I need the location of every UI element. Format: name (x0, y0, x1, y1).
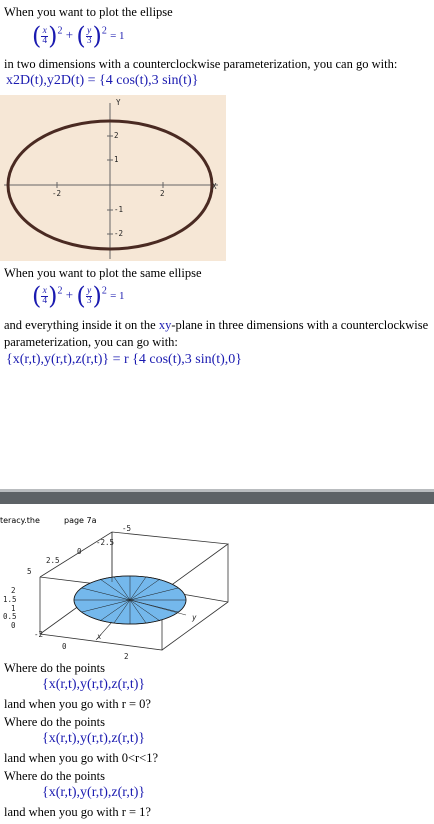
page-header-center: page 7a (64, 516, 97, 525)
frac-x-den: 4 (42, 35, 48, 46)
question-1-expr: {x(r,t),y(r,t),z(r,t)} (42, 677, 146, 692)
ellipse-equation: ( $\frac{x}{4}$ )$^2$ + ( $\frac{y}{3}$ )$^2$ = 1 (32, 22, 125, 50)
top-tick-4: 2.5 (46, 556, 60, 565)
x-tick-neg2: -2 (52, 189, 62, 198)
intro-line-2: in two dimensions with a counterclockwise parameterization, you can go with: (4, 57, 398, 71)
question-2-prompt: Where do the points (4, 715, 106, 729)
intro-line-1: When you want to plot the ellipse (4, 5, 173, 19)
bottom-tick-neg2: -2 (34, 630, 44, 639)
frac-y-num: y (86, 25, 92, 36)
left-tick-15: 1.5 (3, 595, 17, 604)
disk-plot-3d (0, 522, 240, 660)
frac-x-num: x (42, 25, 47, 36)
y-axis-label: Y (116, 98, 121, 107)
y-tick-1: 1 (114, 155, 119, 164)
bottom-tick-0: 0 (62, 642, 67, 651)
axis-y-label: y (192, 613, 197, 622)
second-line-3: parameterization, you can go with: (4, 335, 178, 349)
param-3d: {x(r,t),y(r,t),z(r,t)} = r {4 cos(t),3 sin(t),0} (6, 352, 243, 367)
second-line-2: and everything inside it on the xy-plane in three dimensions with a counterclockwise (4, 318, 429, 332)
x-tick-2: 2 (160, 189, 165, 198)
left-tick-5: 5 (27, 567, 32, 576)
y-tick-neg1: -1 (114, 205, 124, 214)
bottom-tick-2: 2 (124, 652, 129, 661)
y-tick-neg2: -2 (114, 229, 124, 238)
axis-x-label: x (97, 632, 102, 641)
left-tick-2: 2 (11, 586, 16, 595)
frac-y-den: 3 (86, 35, 92, 46)
question-3-expr: {x(r,t),y(r,t),z(r,t)} (42, 785, 146, 800)
left-tick-05: 0.5 (3, 612, 17, 621)
question-1-tail: land when you go with r = 0? (4, 697, 151, 711)
x-axis-label: X (212, 182, 217, 191)
top-tick-3: 0 (77, 547, 82, 556)
second-line-1: When you want to plot the same ellipse (4, 266, 202, 280)
top-tick-2: -5 (122, 524, 132, 533)
question-1-prompt: Where do the points (4, 661, 106, 675)
top-tick-1: -2.5 (96, 538, 115, 547)
ellipse-equation-2: ( $\frac{x}{4}$ )$^2$ + ( $\frac{y}{3}$ )$^2$ = 1 (32, 282, 125, 310)
page-header-left: teracy.the (0, 516, 40, 525)
param-2d: x2D(t),y2D(t) = {4 cos(t),3 sin(t)} (6, 73, 199, 88)
left-tick-0: 0 (11, 621, 16, 630)
question-2-expr: {x(r,t),y(r,t),z(r,t)} (42, 731, 146, 746)
question-2-tail: land when you go with 0<r<1? (4, 751, 159, 765)
question-3-tail: land when you go with r = 1? (4, 805, 151, 819)
question-3-prompt: Where do the points (4, 769, 106, 783)
page-separator (0, 489, 434, 504)
y-tick-2: 2 (114, 131, 119, 140)
left-tick-1: 1 (11, 604, 16, 613)
